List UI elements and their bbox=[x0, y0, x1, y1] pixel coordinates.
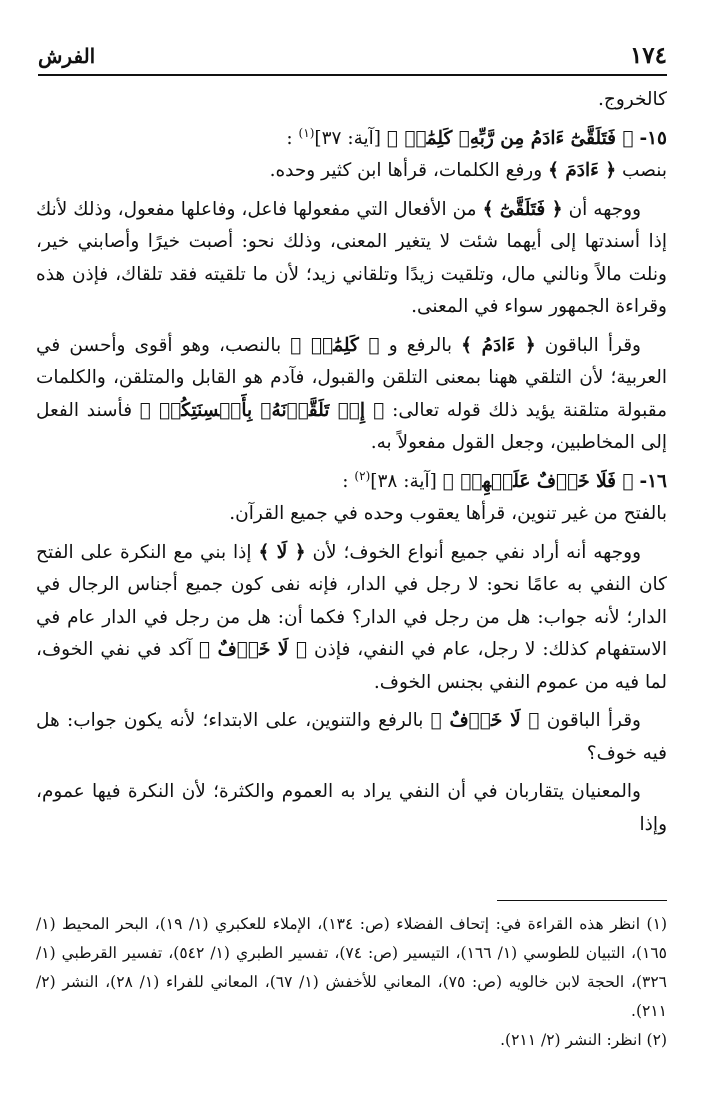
heading-colon: : bbox=[286, 127, 293, 149]
text-run: بالرفع والتنوين، على الابتداء؛ لأنه يكون جواب: هل فيه خوف؟ bbox=[36, 710, 667, 764]
running-title: الفرش bbox=[38, 44, 96, 68]
text-run: بالرفع و bbox=[388, 334, 453, 356]
paragraph bbox=[36, 330, 667, 460]
footnote-2: (٢) انظر: النشر (٢/ ٢١١). bbox=[500, 1031, 667, 1049]
paragraph bbox=[36, 537, 667, 700]
page-number: ١٧٤ bbox=[629, 42, 667, 69]
page-header bbox=[38, 40, 667, 76]
heading-colon: : bbox=[342, 470, 349, 492]
item-15-heading bbox=[36, 123, 667, 156]
verse-reference: [آية: ٣٨] bbox=[370, 470, 437, 492]
paragraph bbox=[36, 194, 667, 324]
continuation-line: كالخروج. bbox=[598, 89, 667, 110]
footnote-mark: (١) bbox=[298, 125, 315, 140]
text-run: ووجهه أنه أراد نفي جميع أنواع الخوف؛ لأن bbox=[312, 541, 642, 563]
quran-verse: ﴿ إِذۡ تَلَقَّوۡنَهُۥ بِأَلۡسِنَتِكُمۡ ﴾ bbox=[139, 399, 385, 421]
quran-word: ﴿ لَا خَوۡفٌ ﴾ bbox=[199, 639, 308, 660]
item-16-heading bbox=[36, 466, 667, 499]
quran-verse: ﴿ فَلَا خَوۡفٌ عَلَيۡهِمۡ ﴾ bbox=[442, 470, 634, 492]
text-run: وقرأ الباقون bbox=[546, 710, 641, 731]
text-run: ورفع الكلمات، قرأها ابن كثير وحده. bbox=[269, 160, 543, 181]
quran-verse: ﴿ فَتَلَقَّىٰٓ ءَادَمُ مِن رَّبِّهِۦ كَلِمَٰتٖ ﴾ bbox=[386, 127, 634, 149]
text-run: فأسند الفعل إلى المخاطبين، وجعل القول مفعولاً به. bbox=[36, 399, 667, 453]
footnote-1: (١) انظر هذه القراءة في: إتحاف الفضلاء (ص: ١٣٤)، الإملاء للعكبري (١/ ١٩)، البحر المحيط (١/ ١٦٥)، التبيان للطوسي (١/ ١٦٦)، التيسير (ص: ٧٤)، تفسير الطبري (١/ ٥٤٢)، تفسير القرطبي (١/ ٣٢٦)، الحجة لابن خالويه (ص: ٧٥)، المعاني للأخفش (١/ ٦٧)، المعاني للفراء (١/ ٢٨)، النشر (٢/ ٢١١). bbox=[36, 915, 667, 1020]
text-run: ووجهه أن bbox=[568, 198, 642, 220]
quran-word: ﴿ ءَادَمُ ﴾ bbox=[461, 334, 536, 356]
footnotes bbox=[36, 910, 667, 1055]
paragraph bbox=[36, 155, 667, 188]
paragraph: بالفتح من غير تنوين، قرأها يعقوب وحده في جميع القرآن. bbox=[229, 503, 667, 524]
paragraph bbox=[36, 705, 667, 770]
footnote-divider bbox=[497, 900, 667, 901]
main-text bbox=[36, 84, 667, 841]
footnote-mark: (٢) bbox=[354, 468, 371, 483]
verse-reference: [آية: ٣٧] bbox=[314, 127, 382, 149]
text-run: إذا بني مع النكرة على الفتح كان النفي به عامًا نحو: لا رجل في الدار، فإنه نفى كون جميع أجناس الرجال في الدار؛ لأنه جواب: هل من رجل في الدار؟ فكما أن: هل من رجل في الدار عام في الاستفهام كذلك: لا رجل، عام في النفي، فإذن bbox=[36, 541, 667, 660]
text-run: آكد في نفي الخوف، لما فيه من عموم النفي بجنس الخوف. bbox=[36, 639, 667, 693]
quran-word: ﴿ كَلِمَٰتٖ ﴾ bbox=[290, 334, 380, 356]
text-run: وقرأ الباقون bbox=[544, 334, 641, 356]
quran-word: ﴿ لَا ﴾ bbox=[258, 541, 306, 563]
quran-word: ﴿ فَتَلَقَّىٰٓ ﴾ bbox=[482, 198, 563, 220]
quran-word: ﴿ لَا خَوۡفٌ ﴾ bbox=[430, 710, 540, 731]
paragraph: والمعنيان يتقاربان في أن النفي يراد به العموم والكثرة؛ لأن النكرة فيها عموم، وإذا bbox=[36, 781, 667, 835]
item-number: ١٦- bbox=[639, 470, 667, 492]
item-number: ١٥- bbox=[639, 127, 667, 149]
quran-word: ﴿ ءَادَمَ ﴾ bbox=[548, 160, 617, 181]
text-run: بنصب bbox=[622, 160, 667, 181]
text-run: بالنصب، وهو أقوى وأحسن في العربية؛ لأن التلقي ههنا بمعنى التلقن والقبول، فآدم هو القابل والمتلقن، والكلمات مقبولة متلقنة يؤيد ذلك قوله تعالى: bbox=[36, 334, 667, 421]
text-run: من الأفعال التي مفعولها فاعل، وفاعلها مفعول، وذلك لأنك إذا أسندتها إلى أيهما شئت لا يتغير المعنى، وذلك نحو: أصبت خيرًا وأصابني خير، ونلت مالاً ونالني مال، وتلقيت زيدًا وتلقاني زيد؛ لأن ما تلقيته فقد تلقاك، فإذن هذه وقراءة الجمهور سواء في المعنى. bbox=[36, 198, 667, 317]
